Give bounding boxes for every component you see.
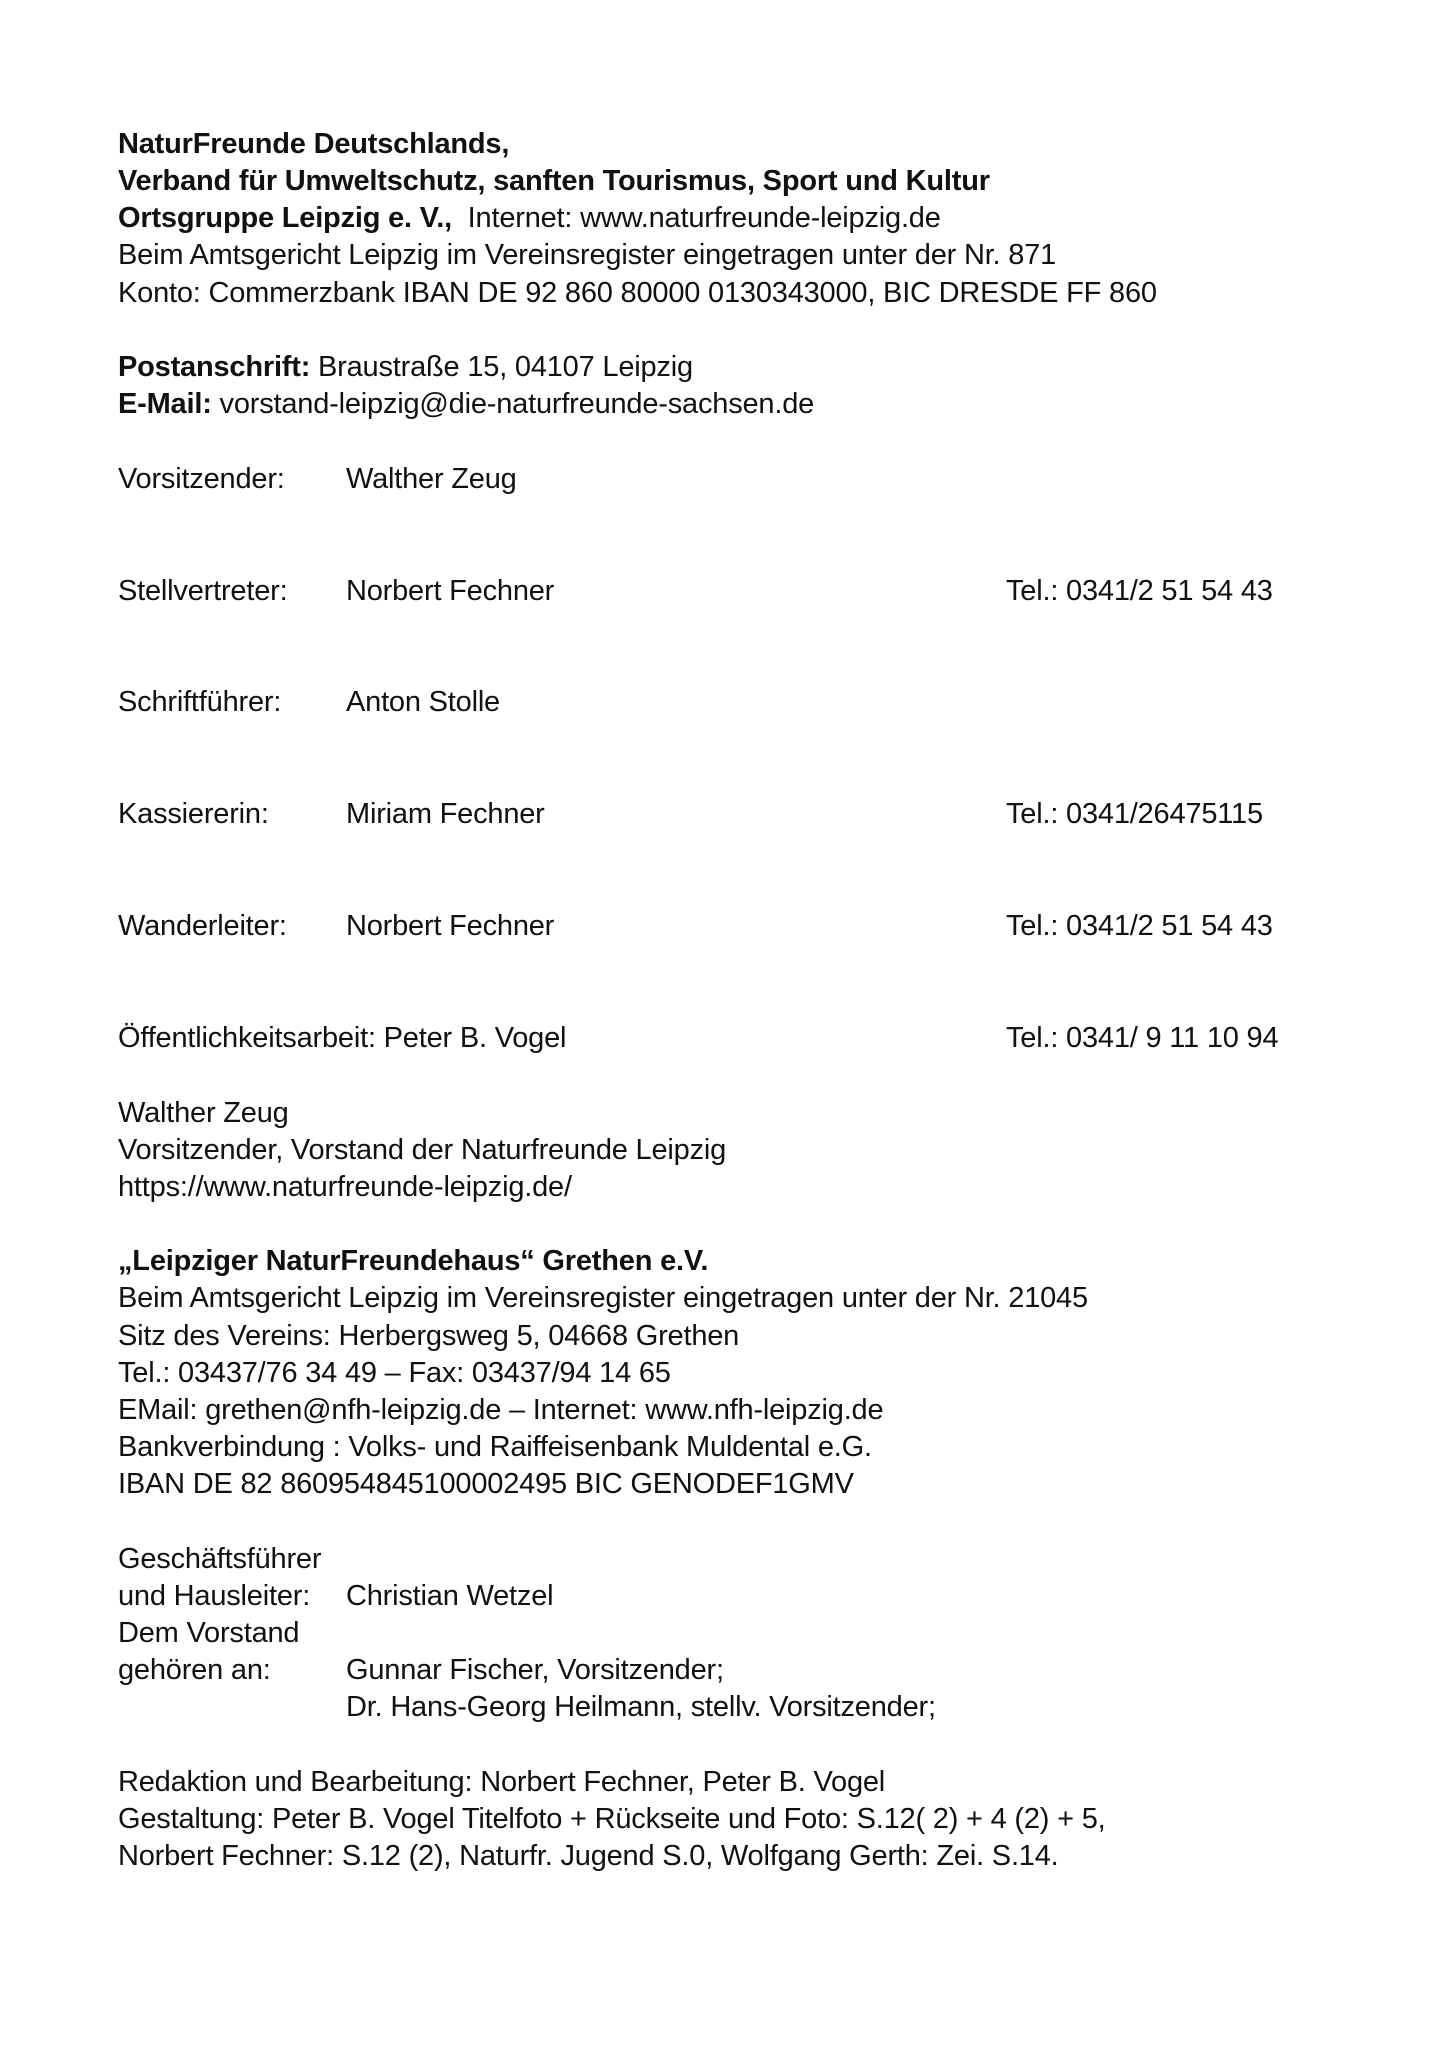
org-internet: Internet: www.naturfreunde-leipzig.de	[467, 202, 941, 234]
board-role: Vorsitzender:	[118, 463, 285, 495]
board-name: Walther Zeug	[346, 463, 517, 495]
haus-phone-fax: Tel.: 03437/76 34 49 – Fax: 03437/94 14 65	[118, 1357, 671, 1389]
board-phone: Tel.: 0341/26475115	[1006, 798, 1263, 830]
board-name: Miriam Fechner	[346, 798, 545, 830]
vorstand-member: Dr. Hans-Georg Heilmann, stellv. Vorsitzender;	[346, 1691, 936, 1723]
vorstand-member: Gunnar Fischer, Vorsitzender;	[346, 1654, 724, 1686]
board-role: Wanderleiter:	[118, 910, 287, 942]
board-role: Kassiererin:	[118, 798, 269, 830]
public-relations-phone: Tel.: 0341/ 9 11 10 94	[1006, 1022, 1279, 1054]
board-row	[118, 796, 1338, 833]
haus-email-internet: EMail: grethen@nfh-leipzig.de – Internet: www.nfh-leipzig.de	[118, 1394, 884, 1426]
board-phone: Tel.: 0341/2 51 54 43	[1006, 910, 1273, 942]
vorstand-label-line2: gehören an:	[118, 1654, 271, 1686]
org-name: NaturFreunde Deutschlands,	[118, 128, 510, 160]
org-group-line	[118, 200, 941, 237]
haus-iban: IBAN DE 82 860954845100002495 BIC GENODEF1GMV	[118, 1468, 854, 1500]
haus-address: Sitz des Vereins: Herbergsweg 5, 04668 Grethen	[118, 1320, 740, 1352]
haus-title: „Leipziger NaturFreundehaus“ Grethen e.V.	[118, 1245, 709, 1277]
email-value: vorstand-leipzig@die-naturfreunde-sachsen.de	[219, 388, 815, 420]
signature-title: Vorsitzender, Vorstand der Naturfreunde Leipzig	[118, 1134, 727, 1166]
org-bank-account: Konto: Commerzbank IBAN DE 92 860 80000 0130343000, BIC DRESDE FF 860	[118, 277, 1157, 309]
email-label: E-Mail:	[118, 388, 212, 420]
board-name: Norbert Fechner	[346, 575, 555, 607]
board-name: Anton Stolle	[346, 686, 500, 718]
credits-editing: Redaktion und Bearbeitung: Norbert Fechner, Peter B. Vogel	[118, 1766, 886, 1798]
gf-label-line1: Geschäftsführer	[118, 1543, 322, 1575]
postal-label: Postanschrift:	[118, 351, 311, 383]
public-relations-text: Öffentlichkeitsarbeit: Peter B. Vogel	[118, 1022, 567, 1054]
postal-address	[118, 349, 693, 386]
haus-registry: Beim Amtsgericht Leipzig im Vereinsregister eingetragen unter der Nr. 21045	[118, 1282, 1088, 1314]
vorstand-row	[118, 1652, 1338, 1689]
document-page	[118, 0, 1338, 2048]
board-row	[118, 908, 1338, 945]
board-role: Stellvertreter:	[118, 575, 288, 607]
org-group-name: Ortsgruppe Leipzig e. V.,	[118, 202, 452, 234]
postal-value: Braustraße 15, 04107 Leipzig	[318, 351, 693, 383]
vorstand-label-line1: Dem Vorstand	[118, 1617, 300, 1649]
signature-url[interactable]: https://www.naturfreunde-leipzig.de/	[118, 1171, 572, 1203]
board-row	[118, 461, 1338, 498]
signature-name: Walther Zeug	[118, 1097, 289, 1129]
gf-name: Christian Wetzel	[346, 1580, 554, 1612]
board-phone: Tel.: 0341/2 51 54 43	[1006, 575, 1273, 607]
credits-photos: Norbert Fechner: S.12 (2), Naturfr. Jugend S.0, Wolfgang Gerth: Zei. S.14.	[118, 1840, 1059, 1872]
board-name: Norbert Fechner	[346, 910, 555, 942]
board-row	[118, 573, 1338, 610]
org-subtitle: Verband für Umweltschutz, sanften Tourismus, Sport und Kultur	[118, 165, 990, 197]
vorstand-row	[118, 1689, 1338, 1726]
credits-design: Gestaltung: Peter B. Vogel Titelfoto + Rückseite und Foto: S.12( 2) + 4 (2) + 5,	[118, 1803, 1106, 1835]
board-role: Schriftführer:	[118, 686, 282, 718]
email-address	[118, 386, 814, 423]
public-relations-row	[118, 1020, 1338, 1057]
haus-bank: Bankverbindung : Volks- und Raiffeisenbank Muldental e.G.	[118, 1431, 872, 1463]
board-row	[118, 684, 1338, 721]
gf-label-line2: und Hausleiter:	[118, 1580, 311, 1612]
org-registry: Beim Amtsgericht Leipzig im Vereinsregister eingetragen unter der Nr. 871	[118, 239, 1057, 271]
gf-row	[118, 1578, 1338, 1615]
